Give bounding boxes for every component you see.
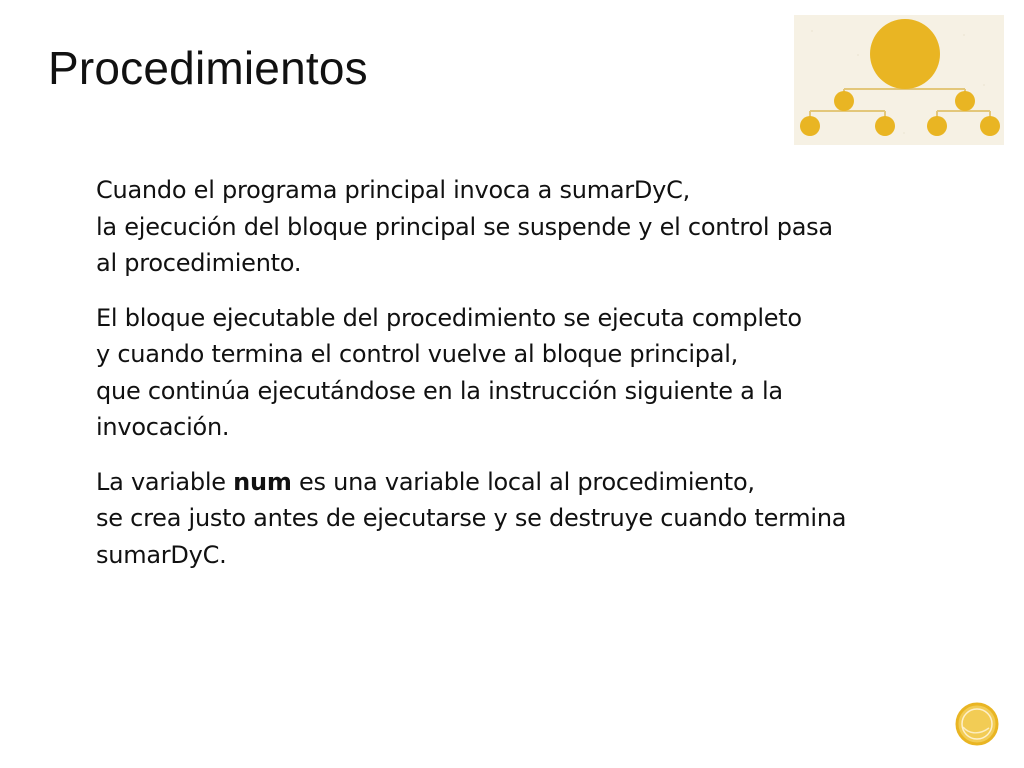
paragraph-invocation: [96, 172, 996, 282]
paragraph-line: al procedimiento.: [96, 249, 302, 277]
paragraph-line: Cuando el programa principal invoca a sumarDyC,: [96, 176, 690, 204]
child-node-right: [955, 91, 975, 111]
leaf-node-3: [927, 116, 947, 136]
variable-name: num: [233, 467, 292, 496]
paragraph-line: sumarDyC.: [96, 540, 227, 569]
slide-body: [96, 172, 996, 591]
paragraph-local-variable: [96, 464, 996, 574]
root-node: [870, 19, 940, 89]
child-node-left: [834, 91, 854, 111]
paragraph-line: El bloque ejecutable del procedimiento se ejecuta completo: [96, 303, 802, 332]
text-segment: La variable: [96, 467, 234, 496]
hierarchy-image: [794, 15, 1004, 145]
text-segment: es una variable local al procedimiento,: [291, 467, 755, 496]
org-chart-icon: [794, 15, 1004, 145]
paragraph-line: se crea justo antes de ejecutarse y se destruye cuando termina: [96, 504, 847, 532]
leaf-node-1: [800, 116, 820, 136]
circle-nav-icon[interactable]: [955, 702, 999, 746]
slide-navigation-button[interactable]: [955, 702, 999, 746]
leaf-node-4: [980, 116, 1000, 136]
paragraph-line: que continúa ejecutándose en la instrucción siguiente a la: [96, 376, 783, 405]
paragraph-execution: [96, 300, 996, 446]
slide-title: Procedimientos: [48, 42, 368, 94]
paragraph-line: [96, 464, 996, 501]
paragraph-line: y cuando termina el control vuelve al bloque principal,: [96, 340, 739, 368]
leaf-node-2: [875, 116, 895, 136]
paragraph-line: la ejecución del bloque principal se suspende y el control pasa: [96, 212, 833, 241]
paragraph-line: invocación.: [96, 413, 230, 441]
